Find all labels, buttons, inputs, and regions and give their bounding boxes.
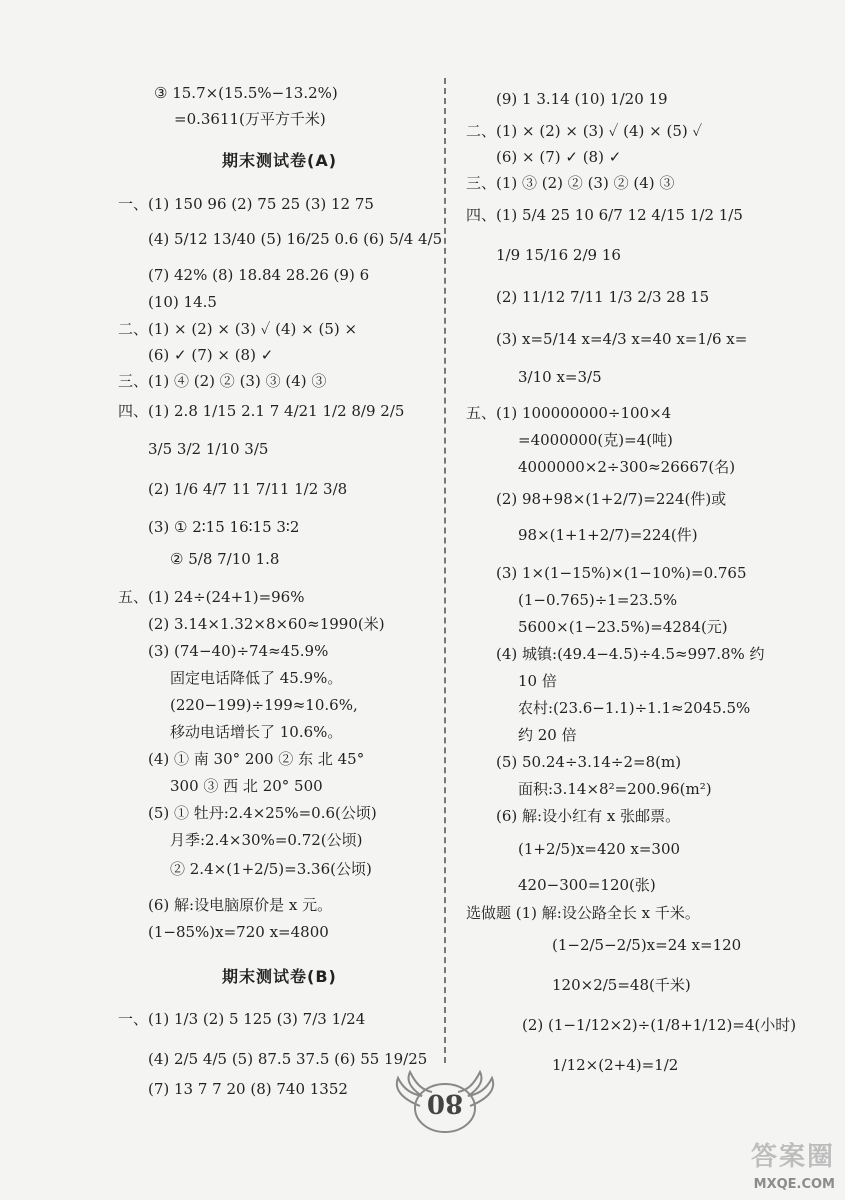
right-answer-line: (2) (1−1/12×2)÷(1/8+1/12)=4(小时) — [522, 1016, 797, 1034]
left-answer-line: (4) 5/12 13/40 (5) 16/25 0.6 (6) 5/4 4/5 — [148, 230, 443, 248]
left-answer-line: =0.3611(万平方千米) — [174, 110, 326, 128]
left-answer-line: 一、(1) 150 96 (2) 75 25 (3) 12 75 — [118, 195, 374, 213]
left-answer-line: (3) ① 2∶15 16∶15 3∶2 — [148, 518, 300, 536]
right-answer-line: (1−0.765)÷1=23.5% — [518, 591, 678, 609]
left-answer-line: (6) 解:设电脑原价是 x 元。 — [148, 896, 333, 914]
right-answer-line: 120×2/5=48(千米) — [552, 976, 691, 994]
right-answer-line: (5) 50.24÷3.14÷2=8(m) — [496, 753, 682, 771]
left-answer-line: 一、(1) 1/3 (2) 5 125 (3) 7/3 1/24 — [118, 1010, 366, 1028]
right-answer-line: (9) 1 3.14 (10) 1/20 19 — [496, 90, 668, 108]
left-answer-line: 300 ③ 西 北 20° 500 — [170, 777, 323, 795]
left-answer-line: 四、(1) 2.8 1/15 2.1 7 4/21 1/2 8/9 2/5 — [118, 402, 405, 420]
left-answer-line: (7) 42% (8) 18.84 28.26 (9) 6 — [148, 266, 370, 284]
right-answer-line: (4) 城镇:(49.4−4.5)÷4.5≈997.8% 约 — [496, 645, 765, 663]
right-answer-line: 二、(1) × (2) × (3) ✓ (4) × (5) ✓ — [466, 122, 703, 140]
left-answer-line: (7) 13 7 7 20 (8) 740 1352 — [148, 1080, 348, 1098]
left-answer-line: (10) 14.5 — [148, 293, 217, 311]
left-answer-line: 三、(1) ④ (2) ② (3) ③ (4) ③ — [118, 372, 327, 390]
left-answer-line: (3) (74−40)÷74≈45.9% — [148, 642, 329, 660]
left-answer-line: ② 5/8 7/10 1.8 — [170, 550, 280, 568]
column-divider — [444, 78, 446, 1063]
right-answer-line: (3) x=5/14 x=4/3 x=40 x=1/6 x= — [496, 330, 748, 348]
right-answer-line: 4000000×2÷300≈26667(名) — [518, 458, 736, 476]
page-number: 80 — [426, 1088, 464, 1118]
right-answer-line: (2) 98+98×(1+2/7)=224(件)或 — [496, 490, 727, 508]
watermark-line2: MXQE.COM — [753, 1177, 835, 1192]
right-answer-line: (6) × (7) ✓ (8) ✓ — [496, 148, 622, 166]
right-answer-line: 3/10 x=3/5 — [518, 368, 602, 386]
right-answer-line: (1−2/5−2/5)x=24 x=120 — [552, 936, 742, 954]
left-answer-line: (1−85%)x=720 x=4800 — [148, 923, 329, 941]
right-answer-line: 四、(1) 5/4 25 10 6/7 12 4/15 1/2 1/5 — [466, 206, 743, 224]
left-answer-line: 月季:2.4×30%=0.72(公顷) — [170, 831, 363, 849]
right-answer-line: (3) 1×(1−15%)×(1−10%)=0.765 — [496, 564, 747, 582]
left-answer-line: 3/5 3/2 1/10 3/5 — [148, 440, 269, 458]
right-answer-line: 三、(1) ③ (2) ② (3) ② (4) ③ — [466, 174, 675, 192]
left-answer-line: (6) ✓ (7) × (8) ✓ — [148, 346, 274, 364]
left-answer-line: ② 2.4×(1+2/5)=3.36(公顷) — [170, 860, 372, 878]
right-answer-line: 420−300=120(张) — [518, 876, 656, 894]
right-answer-line: 面积:3.14×8²=200.96(m²) — [518, 780, 712, 798]
left-answer-line: ③ 15.7×(15.5%−13.2%) — [154, 84, 338, 102]
left-answer-line: 五、(1) 24÷(24+1)=96% — [118, 588, 305, 606]
watermark-line1: 答案圈 — [750, 1142, 835, 1172]
left-section-heading: 期末测试卷(B) — [222, 967, 337, 986]
right-answer-line: 约 20 倍 — [518, 726, 577, 744]
right-answer-line: (1+2/5)x=420 x=300 — [518, 840, 681, 858]
right-answer-line: 1/12×(2+4)=1/2 — [552, 1056, 679, 1074]
left-section-heading: 期末测试卷(A) — [222, 151, 338, 170]
right-answer-line: =4000000(克)=4(吨) — [518, 431, 673, 449]
right-answer-line: 五、(1) 100000000÷100×4 — [466, 404, 672, 422]
left-answer-line: 二、(1) × (2) × (3) ✓ (4) × (5) × — [118, 320, 358, 338]
left-answer-line: (4) ① 南 30° 200 ② 东 北 45° — [148, 750, 365, 768]
watermark-logo — [695, 1136, 835, 1192]
right-answer-line: 农村:(23.6−1.1)÷1.1≈2045.5% — [518, 699, 751, 717]
left-answer-line: (220−199)÷199≈10.6%, — [170, 696, 358, 714]
right-answer-line: 5600×(1−23.5%)=4284(元) — [518, 618, 728, 636]
left-answer-line: (2) 1/6 4/7 11 7/11 1/2 3/8 — [148, 480, 348, 498]
right-answer-line: (6) 解:设小红有 x 张邮票。 — [496, 807, 681, 825]
right-answer-line: 1/9 15/16 2/9 16 — [496, 246, 621, 264]
left-answer-line: (2) 3.14×1.32×8×60≈1990(米) — [148, 615, 385, 633]
right-answer-line: 10 倍 — [518, 672, 557, 690]
left-answer-line: (5) ① 牡丹:2.4×25%=0.6(公顷) — [148, 804, 377, 822]
right-answer-line: 98×(1+1+2/7)=224(件) — [518, 526, 698, 544]
left-answer-line: 固定电话降低了 45.9%。 — [170, 669, 343, 687]
left-answer-line: 移动电话增长了 10.6%。 — [170, 723, 343, 741]
right-answer-line: 选做题 (1) 解:设公路全长 x 千米。 — [466, 904, 700, 922]
left-answer-line: (4) 2/5 4/5 (5) 87.5 37.5 (6) 55 19/25 — [148, 1050, 428, 1068]
right-answer-line: (2) 11/12 7/11 1/3 2/3 28 15 — [496, 288, 710, 306]
